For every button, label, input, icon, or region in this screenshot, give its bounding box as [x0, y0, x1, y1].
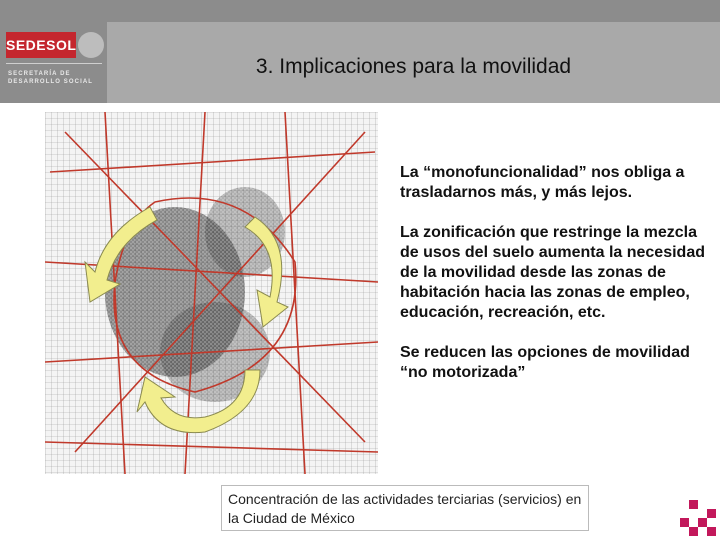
logo-subtitle-line1: SECRETARÍA DE — [8, 71, 71, 77]
logo-subtitle — [8, 70, 104, 86]
magenta-squares-icon — [680, 500, 716, 536]
city-map-image — [45, 112, 378, 474]
logo-wordmark: SEDESOL — [6, 32, 76, 58]
paragraph-3: Se reducen las opciones de movilidad “no motorizada” — [400, 344, 690, 381]
map-caption: Concentración de las actividades terciarias (servicios) en la Ciudad de México — [221, 485, 589, 531]
eagle-seal-icon — [78, 32, 104, 58]
page-title: 3. Implicaciones para la movilidad — [255, 55, 572, 78]
logo-divider — [6, 63, 102, 64]
logo-subtitle-line2: DESARROLLO SOCIAL — [8, 79, 94, 85]
slide-header — [0, 0, 720, 103]
paragraph-1: La “monofuncionalidad” nos obliga a trasladarnos más, y más lejos. — [400, 164, 685, 201]
paragraph-2: La zonificación que restringe la mezcla de usos del suelo aumenta la necesidad de la movilidad desde las zonas de habitación hacia las zonas de empleo, educación, recreación, etc. — [400, 224, 705, 321]
sedesol-logo — [0, 0, 106, 103]
slide-body — [400, 163, 705, 403]
map-graphic — [45, 112, 378, 474]
